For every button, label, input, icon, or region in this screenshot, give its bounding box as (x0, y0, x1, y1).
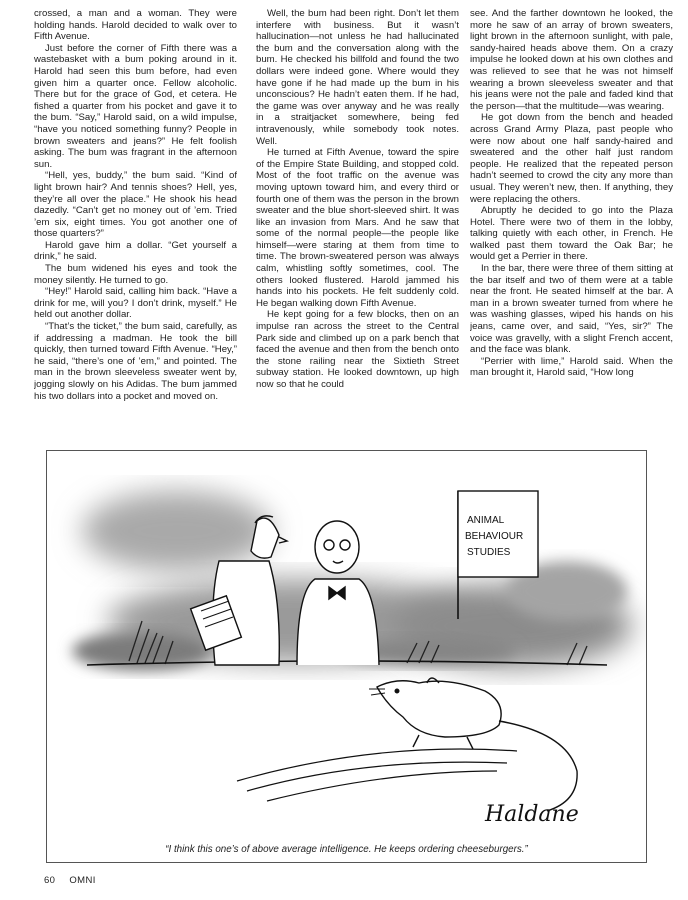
paragraph: crossed, a man and a woman. They were holding hands. Harold decided to walk over to Fifth Avenue. (34, 8, 237, 43)
rat-figure (369, 678, 577, 811)
paragraph: Just before the corner of Fifth there was a wastebasket with a bum poking around in it. Harold had seen this bum before, had even given him a quarter once. Fellow alcoholic. There but for the grace of God, et cetera. He fished a quarter from his pocket and gave it to the bum. “Say,” Harold said, on a wild impulse, “have you noticed something funny? People in brown sweaters and jeans?” He felt foolish asking. The bum was fragrant in the afternoon sun. (34, 42, 237, 170)
page-footer (44, 875, 110, 886)
paragraph: “Hell, yes, buddy,” the bum said. “Kind of light brown hair? And tennis shoes? Hell, yes, they’re all over the place.” He shook his head dazedly. “Can’t get no money out of ’em. Tried ’em six, eight times. You got another one of those quarters?” (34, 170, 237, 240)
paragraph: He turned at Fifth Avenue, toward the spire of the Empire State Building, and stopped cold. Most of the foot traffic on the avenue was moving uptown toward him, and every third or fourth one of them was the person in the brown sweater and the blue short-sleeved shirt. It was like an invasion from Mars. And he saw that some of the normal people—the people like himself—were staring at them from time to time. The brown-sweatered person was always calm, whistling softly sometimes, cool. The others looked flustered. Harold jammed his hands into his pockets. He felt suddenly cold. He began walking down Fifth Avenue. (256, 147, 459, 309)
page-number: 60 (44, 875, 56, 886)
paragraph: In the bar, there were three of them sitting at the bar itself and two of them were at a table near the front. He seated himself at the bar. A man in a brown sweater turned from where he was washing glasses, wiped his hands on his jeans, came over, and said, “Yes, sir?” The voice was gravelly, with a slight French accent, and the face was blank. (470, 263, 673, 356)
cartoon-illustration (47, 451, 647, 863)
paragraph: “Hey!” Harold said, calling him back. “Have a drink for me, will you? I don’t drink, myself.” He held out another dollar. (34, 286, 237, 321)
bald-man-figure (297, 521, 379, 665)
text-column-2 (256, 8, 459, 445)
cartoon-caption: “I think this one’s of above average intelligence. He keeps ordering cheeseburgers.” (165, 844, 528, 855)
text-column-3 (470, 8, 673, 445)
paragraph: Abruptly he decided to go into the Plaza Hotel. There were two of them in the lobby, talking quietly with each other, in French. He walked past them toward the Oak Bar; he would get a Perrier in there. (470, 205, 673, 263)
paragraph: “That’s the ticket,” the bum said, carefully, as if addressing a madman. He took the bill quickly, then turned toward Fifth Avenue. “Hey,” he said, “there’s one of ’em,” and pointed. The man in the brown sleeveless sweater went by, jogging slowly on his Adidas. The bum jammed his two dollars into a pocket and moved on. (34, 321, 237, 402)
paragraph: The bum widened his eyes and took the money silently. He turned to go. (34, 263, 237, 286)
paragraph: Harold gave him a dollar. “Get yourself a drink,” he said. (34, 239, 237, 263)
sign-line-3: STUDIES (467, 547, 511, 558)
cartoon-panel (46, 450, 647, 863)
dish-edge-strokes (237, 749, 517, 801)
paragraph: Well, the bum had been right. Don’t let them interfere with business. But it wasn’t hallucination—not unless he had hallucinated the bum and the conversation along with the bum. He checked his billfold and found the two dollars were indeed gone. Where would they have gone if he had made up the bum in his unconscious? He hadn’t eaten them. If he had, the game was over anyway and he was really in a straitjacket somewhere, being fed intravenously, while somebody took notes. Well. (256, 8, 459, 147)
artist-signature: Haldane (485, 802, 579, 827)
sign-line-1: ANIMAL (467, 515, 505, 526)
paragraph: “Perrier with lime,” Harold said. When the man brought it, Harold said, “How long (470, 355, 673, 379)
paragraph: see. And the farther downtown he looked, the more he saw of an array of brown sweaters, light brown in the afternoon sunlight, with pale, sandy-haired heads above them. On a crazy impulse he looked down at his own clothes and was relieved to see that he was not himself wearing a brown sleeveless sweater and that his jeans were not the pale and faded kind that the person—that the multitude—was wearing. (470, 8, 673, 112)
text-column-1 (34, 8, 237, 445)
magazine-name: OMNI (69, 875, 96, 886)
paragraph: He got down from the bench and headed across Grand Army Plaza, past people who were now about one half sandy-haired and sweatered and the other half just random people. He realized that the repeated person hadn’t seemed to crowd the city any more than usual. They weren’t new, then. If anything, they were replacing the others. (470, 112, 673, 205)
sign-line-2: BEHAVIOUR (465, 531, 524, 542)
paragraph: He kept going for a few blocks, then on an impulse ran across the street to the Central Park side and climbed up on a park bench that faced the avenue and then from the bench onto the stone railing near the Sixtieth Street subway station. He looked downtown, up high now so that he could (256, 309, 459, 390)
